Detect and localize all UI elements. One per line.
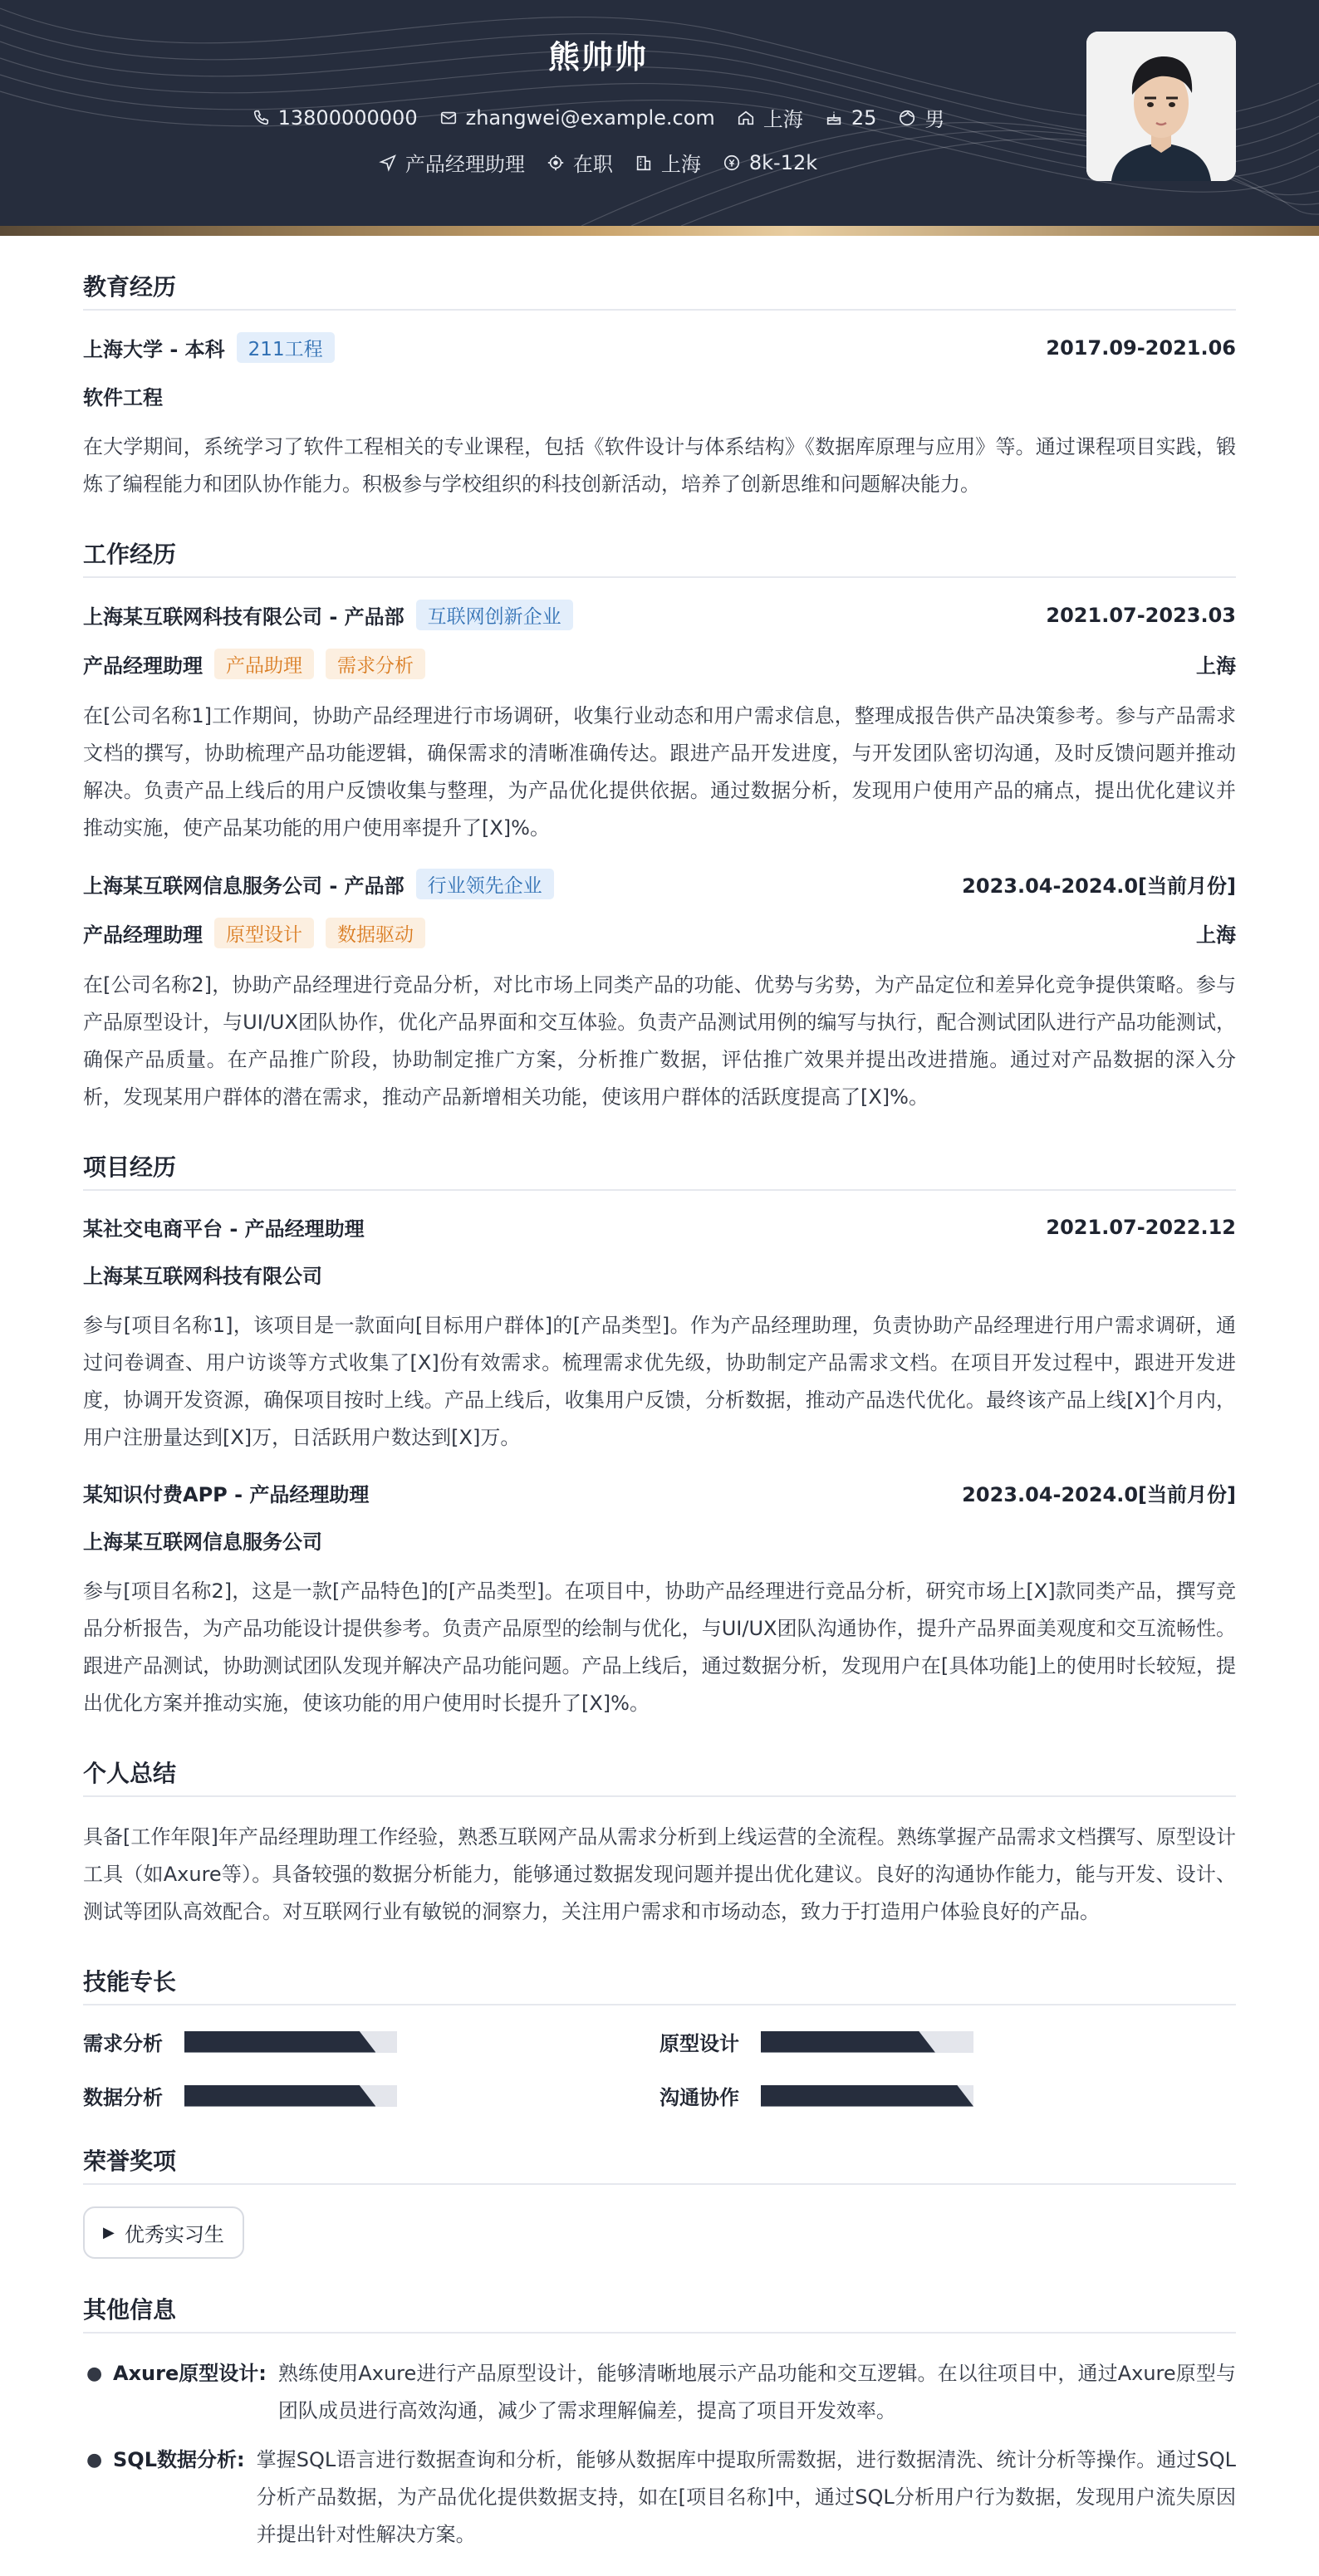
section-title: 个人总结 bbox=[83, 1756, 1236, 1797]
work-description: 在[公司名称2]，协助产品经理进行竞品分析，对比市场上同类产品的功能、优势与劣势，为产品定位和差异化竞争提供策略。参与产品原型设计，与UI/UX团队协作，优化产品界面和交互体验。负责产品测试用例的编写与执行，配合测试团队进行产品功能测试，确保产品质量。在产品推广阶段，协助制定推广方案，分析推广数据，评估推广效果并提出改进措施。通过对产品数据的深入分析，发现某用户群体的潜在需求，推动产品新增相关功能，使该用户群体的活跃度提高了[X]%。 bbox=[83, 973, 1236, 1109]
skill-name: 需求分析 bbox=[83, 2032, 163, 2055]
project-date: 2021.07-2022.12 bbox=[1046, 1215, 1236, 1239]
project-name: 某知识付费APP - 产品经理助理 bbox=[83, 1483, 370, 1506]
home-icon bbox=[737, 109, 755, 127]
major-line bbox=[83, 381, 1236, 410]
age-text: 25 bbox=[851, 105, 877, 130]
work-role-line bbox=[83, 649, 1236, 679]
work-company-line bbox=[83, 869, 1236, 899]
skill-bar-fill bbox=[761, 2085, 973, 2107]
skill-bar bbox=[184, 2085, 397, 2107]
status-icon bbox=[547, 154, 565, 172]
project-company: 上海某互联网科技有限公司 bbox=[83, 1265, 322, 1288]
project-item bbox=[83, 1478, 1236, 1722]
work-role-line bbox=[83, 918, 1236, 948]
skill-item bbox=[83, 2027, 660, 2056]
header-accent-bar bbox=[0, 226, 1319, 236]
status-item bbox=[547, 148, 613, 177]
candidate-name: 熊帅帅 bbox=[547, 39, 648, 76]
skill-name: 沟通协作 bbox=[660, 2086, 739, 2109]
skill-name: 原型设计 bbox=[660, 2032, 739, 2055]
other-info-text: 掌握SQL语言进行数据查询和分析，能够从数据库中提取所需数据，进行数据清洗、统计分析等操作。通过SQL分析产品数据，为产品优化提供数据支持，如在[项目名称]中，通过SQL分析用户行为数据，发现用户流失原因并提出针对性解决方案。 bbox=[256, 2448, 1236, 2546]
work-city-item bbox=[635, 148, 701, 177]
honors-section bbox=[83, 2143, 1236, 2259]
city-item bbox=[737, 103, 803, 132]
phone-text: 13800000000 bbox=[277, 105, 418, 130]
city-text: 上海 bbox=[762, 108, 803, 131]
honor-name: 优秀实习生 bbox=[124, 2223, 224, 2246]
skill-name: 数据分析 bbox=[83, 2086, 163, 2109]
salary-item bbox=[723, 151, 817, 174]
other-info-text: 熟练使用Axure进行产品原型设计，能够清晰地展示产品功能和交互逻辑。在以往项目中，通过Axure原型与团队成员进行高效沟通，减少了需求理解偏差，提高了项目开发效率。 bbox=[277, 2362, 1236, 2422]
section-title: 工作经历 bbox=[83, 536, 1236, 578]
cake-icon bbox=[825, 109, 843, 127]
skill-item bbox=[83, 2081, 660, 2110]
coin-icon bbox=[723, 154, 741, 172]
education-date: 2017.09-2021.06 bbox=[1046, 335, 1236, 360]
work-description: 在[公司名称1]工作期间，协助产品经理进行市场调研，收集行业动态和用户需求信息，整理成报告供产品决策参考。参与产品需求文档的撰写，协助梳理产品功能逻辑，确保需求的清晰准确传达。跟进产品开发进度，与开发团队密切沟通，及时反馈问题并推动解决。负责产品上线后的用户反馈收集与整理，为产品优化提供依据。通过数据分析，发现用户使用产品的痛点，提出优化建议并推动实施，使产品某功能的用户使用率提升了[X]%。 bbox=[83, 704, 1236, 840]
company-name: 上海某互联网科技有限公司 - 产品部 bbox=[83, 605, 405, 629]
work-item bbox=[83, 600, 1236, 847]
work-section bbox=[83, 536, 1236, 1116]
project-section bbox=[83, 1149, 1236, 1722]
phone-item bbox=[252, 106, 418, 130]
honor-badge bbox=[83, 2206, 244, 2259]
major-name: 软件工程 bbox=[83, 386, 163, 409]
project-date: 2023.04-2024.0[当前月份] bbox=[962, 1483, 1236, 1506]
role-tag: 原型设计 bbox=[214, 918, 314, 948]
position-item bbox=[379, 148, 525, 177]
education-description: 在大学期间，系统学习了软件工程相关的专业课程，包括《软件设计与体系结构》《数据库原理与应用》等。通过课程项目实践，锻炼了编程能力和团队协作能力。积极参与学校组织的科技创新活动，培养了创新思维和问题解决能力。 bbox=[83, 435, 1236, 496]
project-description: 参与[项目名称2]，这是一款[产品特色]的[产品类型]。在项目中，协助产品经理进行竞品分析，研究市场上[X]款同类产品，撰写竞品分析报告，为产品功能设计提供参考。负责产品原型的绘制与优化，与UI/UX团队沟通协作，提升产品界面美观度和交互流畅性。跟进产品测试，协助测试团队发现并解决产品功能问题。产品上线后，通过数据分析，发现用户在[具体功能]上的使用时长较短，提出优化方案并推动实施，使该功能的用户使用时长提升了[X]%。 bbox=[83, 1579, 1236, 1715]
phone-icon bbox=[252, 109, 270, 127]
school-name: 上海大学 - 本科 bbox=[83, 338, 225, 361]
company-name: 上海某互联网信息服务公司 - 产品部 bbox=[83, 874, 405, 898]
skill-bar-fill bbox=[184, 2085, 375, 2107]
job-intent-row bbox=[0, 148, 1196, 177]
section-title: 技能专长 bbox=[83, 1964, 1236, 2005]
status-text: 在职 bbox=[572, 153, 613, 176]
send-icon bbox=[379, 154, 397, 172]
position-text: 产品经理助理 bbox=[405, 153, 525, 176]
other-info-label: SQL数据分析: bbox=[113, 2448, 245, 2471]
skill-bar bbox=[184, 2031, 397, 2053]
avatar-portrait bbox=[1086, 32, 1236, 181]
school-tag: 211工程 bbox=[237, 332, 335, 363]
project-company-line bbox=[83, 1260, 1236, 1289]
mail-icon bbox=[439, 109, 458, 127]
role-name: 产品经理助理 bbox=[83, 654, 203, 678]
work-date: 2021.07-2023.03 bbox=[1046, 603, 1236, 627]
section-title: 荣誉奖项 bbox=[83, 2143, 1236, 2185]
company-tag: 互联网创新企业 bbox=[416, 600, 573, 630]
work-date: 2023.04-2024.0[当前月份] bbox=[962, 874, 1236, 898]
summary-section bbox=[83, 1756, 1236, 1931]
work-location: 上海 bbox=[1196, 923, 1236, 947]
list-item bbox=[83, 2355, 1236, 2430]
skill-item bbox=[660, 2027, 1236, 2056]
section-title: 教育经历 bbox=[83, 269, 1236, 311]
age-item bbox=[825, 106, 877, 130]
work-company-line bbox=[83, 600, 1236, 630]
education-header bbox=[83, 332, 1236, 363]
role-name: 产品经理助理 bbox=[83, 923, 203, 947]
profile-photo bbox=[1086, 32, 1236, 181]
skill-item bbox=[660, 2081, 1236, 2110]
skill-bar-fill bbox=[761, 2031, 935, 2053]
project-header bbox=[83, 1478, 1236, 1507]
project-name: 某社交电商平台 - 产品经理助理 bbox=[83, 1217, 365, 1241]
skills-section bbox=[83, 1964, 1236, 2110]
role-tag: 产品助理 bbox=[214, 649, 314, 679]
project-company-line bbox=[83, 1526, 1236, 1555]
salary-text: 8k-12k bbox=[748, 150, 818, 174]
play-triangle-icon: ▶ bbox=[103, 2224, 115, 2241]
work-city-text: 上海 bbox=[660, 153, 701, 176]
skill-bar bbox=[761, 2085, 973, 2107]
summary-text: 具备[工作年限]年产品经理助理工作经验，熟悉互联网产品从需求分析到上线运营的全流程。熟练掌握产品需求文档撰写、原型设计工具（如Axure等）。具备较强的数据分析能力，能够通过数据发现问题并提出优化建议。良好的沟通协作能力，能与开发、设计、测试等团队高效配合。对互联网行业有敏锐的洞察力，关注用户需求和市场动态，致力于打造用户体验良好的产品。 bbox=[83, 1825, 1236, 1923]
project-description: 参与[项目名称1]，该项目是一款面向[目标用户群体]的[产品类型]。作为产品经理助理，负责协助产品经理进行用户需求调研，通过问卷调查、用户访谈等方式收集了[X]份有效需求。梳理需求优先级，协助制定产品需求文档。在项目开发过程中，跟进开发进度，协调开发资源，确保项目按时上线。产品上线后，收集用户反馈，分析数据，推动产品迭代优化。最终该产品上线[X]个月内，用户注册量达到[X]万，日活跃用户数达到[X]万。 bbox=[83, 1314, 1236, 1449]
user-face-icon bbox=[898, 109, 916, 127]
bullet-icon: ● bbox=[86, 2363, 103, 2384]
email-text: zhangwei@example.com bbox=[465, 105, 715, 130]
contact-row bbox=[0, 103, 1196, 132]
list-item bbox=[83, 2441, 1236, 2554]
project-company: 上海某互联网信息服务公司 bbox=[83, 1530, 322, 1554]
skill-bar-fill bbox=[184, 2031, 375, 2053]
building-icon bbox=[635, 154, 653, 172]
role-tag: 需求分析 bbox=[326, 649, 425, 679]
company-tag: 行业领先企业 bbox=[416, 869, 554, 899]
email-item bbox=[439, 106, 715, 130]
gender-text: 男 bbox=[924, 108, 945, 131]
project-header bbox=[83, 1212, 1236, 1241]
other-info-list bbox=[83, 2355, 1236, 2554]
education-section bbox=[83, 269, 1236, 503]
section-title: 其他信息 bbox=[83, 2292, 1236, 2334]
project-item bbox=[83, 1212, 1236, 1457]
skill-bar bbox=[761, 2031, 973, 2053]
section-title: 项目经历 bbox=[83, 1149, 1236, 1191]
gender-item bbox=[898, 103, 944, 132]
other-info-section bbox=[83, 2292, 1236, 2554]
other-info-label: Axure原型设计: bbox=[113, 2362, 267, 2385]
skills-grid bbox=[83, 2027, 1236, 2110]
work-item bbox=[83, 869, 1236, 1116]
role-tag: 数据驱动 bbox=[326, 918, 425, 948]
resume-body bbox=[0, 269, 1319, 2554]
bullet-icon: ● bbox=[86, 2450, 103, 2471]
resume-header bbox=[0, 0, 1319, 226]
work-location: 上海 bbox=[1196, 654, 1236, 678]
